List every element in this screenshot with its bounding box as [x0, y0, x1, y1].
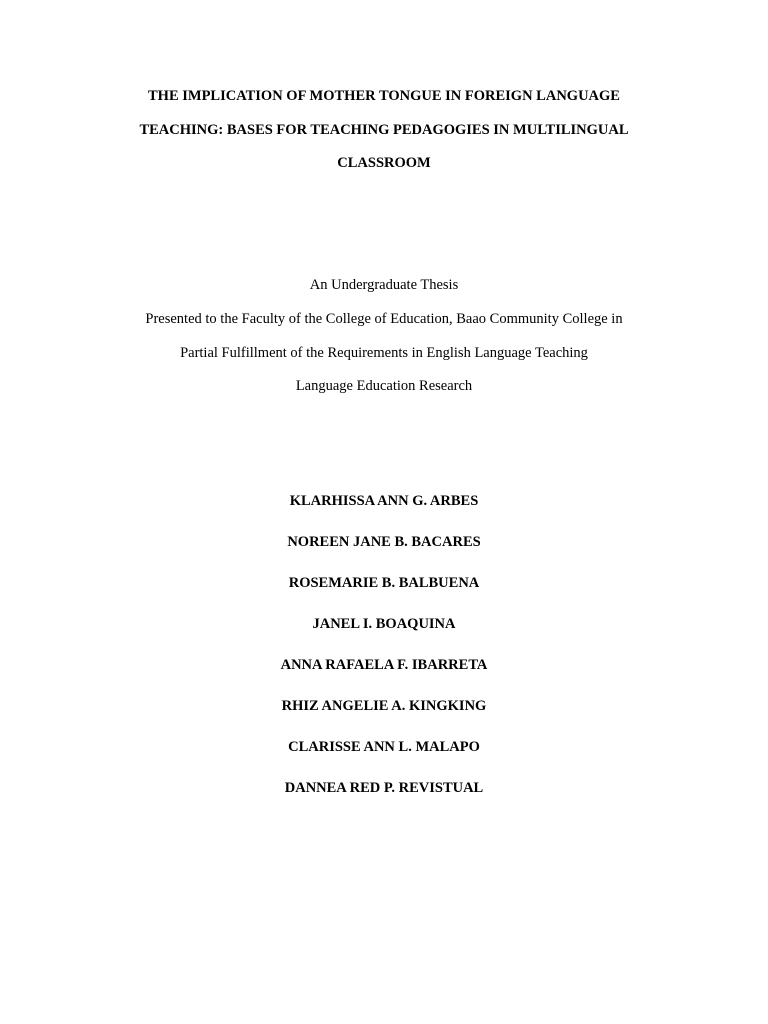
subtitle-line-4: Language Education Research	[295, 378, 473, 394]
title-line-2: TEACHING: BASES FOR TEACHING PEDAGOGIES IN MULTILINGUAL	[139, 122, 629, 138]
author-name: ROSEMARIE B. BALBUENA	[288, 575, 480, 591]
author-name: ANNA RAFAELA F. IBARRETA	[280, 657, 488, 673]
author-name: KLARHISSA ANN G. ARBES	[289, 493, 479, 509]
subtitle-line-2: Presented to the Faculty of the College of Education, Baao Community College in	[145, 311, 623, 327]
author-name: JANEL I. BOAQUINA	[312, 616, 456, 632]
author-name: CLARISSE ANN L. MALAPO	[288, 739, 480, 755]
title-line-1: THE IMPLICATION OF MOTHER TONGUE IN FOREIGN LANGUAGE	[148, 88, 620, 104]
subtitle-line-1: An Undergraduate Thesis	[309, 277, 459, 293]
author-name: RHIZ ANGELIE A. KINGKING	[281, 698, 487, 714]
author-name: DANNEA RED P. REVISTUAL	[284, 780, 484, 796]
title-line-3: CLASSROOM	[337, 155, 431, 171]
subtitle-line-3: Partial Fulfillment of the Requirements in English Language Teaching	[180, 345, 588, 361]
author-name: NOREEN JANE B. BACARES	[287, 534, 481, 550]
